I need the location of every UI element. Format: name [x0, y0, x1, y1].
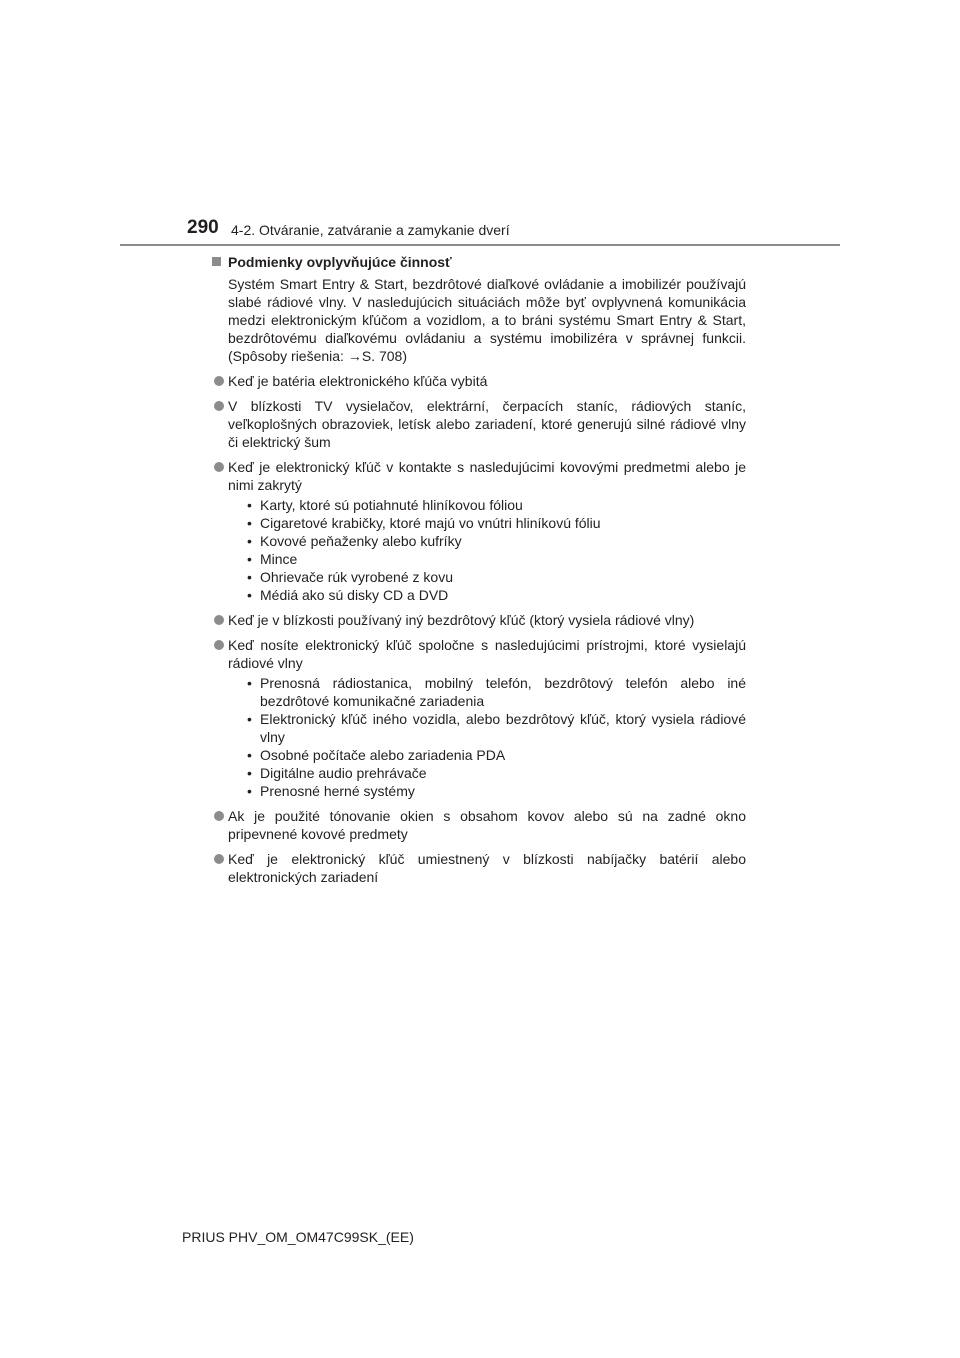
sub-bullet-icon: • — [247, 587, 252, 603]
sub-bullet-icon: • — [247, 515, 252, 531]
sub-list — [244, 496, 746, 604]
list-item-text: Keď je elektronický kľúč v kontakte s nasledujúcimi kovovými predmetmi alebo je nimi zakrytý — [228, 459, 746, 493]
manual-code-footer: PRIUS PHV_OM_OM47C99SK_(EE) — [182, 1229, 414, 1245]
sub-list-item — [244, 782, 746, 800]
sub-bullet-icon: • — [247, 747, 252, 763]
sub-bullet-icon: • — [247, 783, 252, 799]
sub-list-item-text: Digitálne audio prehrávače — [260, 765, 427, 781]
sub-list-item-text: Karty, ktoré sú potiahnuté hliníkovou fóliou — [260, 497, 523, 513]
sub-list-item-text: Elektronický kľúč iného vozidla, alebo bezdrôtový kľúč, ktorý vysiela rádiové vlny — [260, 711, 746, 745]
sub-list-item-text: Mince — [260, 551, 298, 567]
list-item-text: V blízkosti TV vysielačov, elektrární, čerpacích staníc, rádiových staníc, veľkoplošných obrazoviek, letísk alebo zariadení, ktoré generujú silné rádiové vlny či elektrický šum — [228, 398, 746, 450]
bullet-dot-icon — [214, 401, 224, 411]
section-heading — [212, 253, 746, 271]
list-item-text: Keď je batéria elektronického kľúča vybitá — [228, 373, 488, 389]
section-title: 4-2. Otváranie, zatváranie a zamykanie dverí — [231, 222, 510, 238]
list-item — [212, 636, 746, 800]
sub-list-item-text: Ohrievače rúk vyrobené z kovu — [260, 569, 453, 585]
page-number: 290 — [187, 217, 219, 238]
sub-list-item — [244, 532, 746, 550]
sub-list-item — [244, 764, 746, 782]
bullet-dot-icon — [214, 640, 224, 650]
list-item — [212, 397, 746, 451]
list-item-text: Keď nosíte elektronický kľúč spoločne s nasledujúcimi prístrojmi, ktoré vysielajú rádiové vlny — [228, 637, 746, 671]
list-item — [212, 458, 746, 604]
list-item — [212, 807, 746, 843]
sub-list-item — [244, 550, 746, 568]
sub-list-item — [244, 746, 746, 764]
sub-list-item — [244, 496, 746, 514]
square-bullet-icon — [212, 257, 221, 266]
list-item — [212, 850, 746, 886]
list-item — [212, 611, 746, 629]
intro-paragraph: Systém Smart Entry & Start, bezdrôtové diaľkové ovládanie a imobilizér používajú slabé rádiové vlny. V nasledujúcich situáciách môže byť ovplyvnená komunikácia medzi elektronickým kľúčom a vozidlom, a to bráni systému Smart Entry & Start, bezdrôtovému diaľkovému ovládaniu a systému imobilizéra v správnej funkcii. (Spôsoby riešenia: →S. 708) — [228, 276, 746, 364]
sub-list-item-text: Prenosné herné systémy — [260, 783, 415, 799]
page-content — [212, 253, 746, 893]
list-item-text: Ak je použité tónovanie okien s obsahom kovov alebo sú na zadné okno pripevnené kovové predmety — [228, 808, 746, 842]
sub-list-item-text: Prenosná rádiostanica, mobilný telefón, bezdrôtový telefón alebo iné bezdrôtové komunikačné zariadenia — [260, 675, 746, 709]
section-heading-text: Podmienky ovplyvňujúce činnosť — [228, 254, 452, 270]
sub-bullet-icon: • — [247, 711, 252, 727]
sub-bullet-icon: • — [247, 497, 252, 513]
sub-bullet-icon: • — [247, 569, 252, 585]
sub-list-item — [244, 586, 746, 604]
sub-list-item-text: Médiá ako sú disky CD a DVD — [260, 587, 449, 603]
sub-bullet-icon: • — [247, 675, 252, 691]
sub-bullet-icon: • — [247, 551, 252, 567]
sub-list-item — [244, 514, 746, 532]
bullet-dot-icon — [214, 615, 224, 625]
list-item-text: Keď je v blízkosti používaný iný bezdrôtový kľúč (ktorý vysiela rádiové vlny) — [228, 612, 695, 628]
sub-list-item — [244, 710, 746, 746]
sub-list-item — [244, 568, 746, 586]
sub-list-item-text: Kovové peňaženky alebo kufríky — [260, 533, 462, 549]
bullet-dot-icon — [214, 462, 224, 472]
sub-bullet-icon: • — [247, 533, 252, 549]
list-item — [212, 372, 746, 390]
sub-list-item-text: Cigaretové krabičky, ktoré majú vo vnútri hliníkovú fóliu — [260, 515, 601, 531]
sub-list-item — [244, 674, 746, 710]
sub-bullet-icon: • — [247, 765, 252, 781]
bullet-dot-icon — [214, 854, 224, 864]
bullet-dot-icon — [214, 811, 224, 821]
sub-list-item-text: Osobné počítače alebo zariadenia PDA — [260, 747, 506, 763]
header-divider — [120, 244, 840, 246]
sub-list — [244, 674, 746, 800]
bullet-dot-icon — [214, 376, 224, 386]
list-item-text: Keď je elektronický kľúč umiestnený v blízkosti nabíjačky batérií alebo elektronických zariadení — [228, 851, 746, 885]
